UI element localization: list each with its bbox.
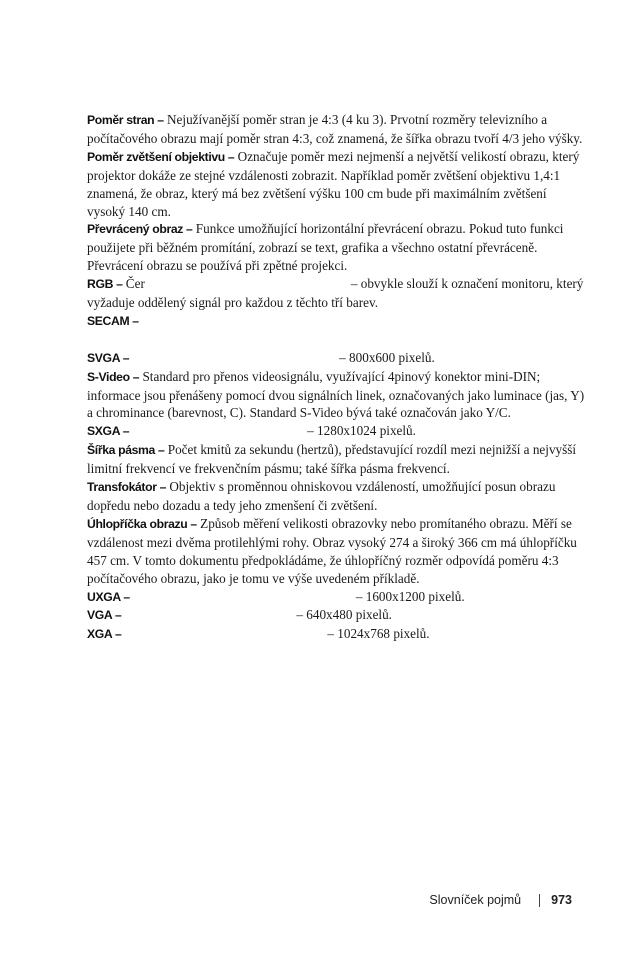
blank-line [87,331,587,349]
glossary-definition: Nejužívanější poměr stran je 4:3 (4 ku 3). Prvotní rozměry televizního a počítačového obrazu mají poměr stran 4:3, což znamená, že šířka obrazu tvoří 4/3 jeho výšky. [87,112,583,146]
glossary-definition: Standard pro přenos videosignálu, využívající 4pinový konektor mini-DIN; informace jsou přenášeny pomocí dvou signálních linek, označovaných jako luminace (jas, Y) a chrominance (barevnost, C). Standard S-Video bývá také označován jako Y/C. [87,368,585,421]
glossary-term: VGA – [87,608,122,623]
glossary-definition: Způsob měření velikosti obrazovky nebo promítaného obrazu. Měří se vzdálenost mezi dvěma protilehlými rohy. Obraz vysoký 274 a široký 366 cm má úhlopříčku 457 cm. V tomto dokumentu předpokládáme, že úhlopříčný rozměr odpovídá poměru 4:3 počítačového obrazu, jako je tomu ve výše uvedeném příkladě. [87,515,577,586]
glossary-definition: Funkce umožňující horizontální převrácení obrazu. Pokud tuto funkci použijete při běžném promítání, zobrazí se text, grafika a všechno ostatní převráceně. Převrácení obrazu se používá při zpětné projekci. [87,221,564,274]
glossary-entry-svga [87,349,587,368]
glossary-entry-prevraceny-obraz [87,220,587,275]
glossary-entry-secam [87,312,587,331]
glossary-entry-vga [87,606,587,625]
glossary-definition: – 800x600 pixelů. [339,349,435,365]
glossary-definition-start: Čer [125,276,145,292]
glossary-term: Převrácený obraz – [87,222,193,237]
footer-section-title: Slovníček pojmů [429,893,522,907]
glossary-definition: Počet kmitů za sekundu (hertzů), představující rozdíl mezi nejnižší a nejvyšší limitní frekvencí ve frekvenčním pásmu; také šířka pásma frekvencí. [87,442,577,477]
glossary-term: UXGA – [87,589,130,604]
glossary-term: SXGA – [87,424,130,439]
glossary-definition-end: – obvykle slouží k označení monitoru, který vyžaduje oddělený signál pro každou z těchto tří barev. [87,276,584,311]
glossary-entry-uhlopricka [87,515,587,588]
glossary-term: Poměr stran – [87,113,164,127]
glossary-definition: Objektiv s proměnnou ohniskovou vzdáleností, umožňující posun obrazu dopředu nebo dozadu a tedy jeho zmenšení či zvětšení. [87,479,556,514]
glossary-definition: – 1600x1200 pixelů. [355,588,465,604]
glossary-term: Transfokátor – [87,480,167,495]
glossary-entry-uxga [87,588,587,607]
footer-divider [539,894,540,907]
glossary-page [87,111,587,644]
glossary-term: SVGA – [87,350,130,365]
glossary-term: SECAM – [87,313,139,328]
glossary-definition: – 1024x768 pixelů. [327,626,430,642]
glossary-entry-xga [87,625,587,644]
glossary-term: Šířka pásma – [87,443,165,458]
glossary-entry-pomer-stran [87,111,587,148]
glossary-term: XGA – [87,627,122,642]
glossary-term: Poměr zvětšení objektivu – [87,149,235,164]
glossary-definition: – 640x480 pixelů. [296,607,392,623]
glossary-entry-sirka-pasma [87,441,587,478]
glossary-term: S-Video – [87,369,140,384]
glossary-entry-rgb [87,275,587,312]
glossary-term: RGB – [87,277,123,292]
glossary-definition: Označuje poměr mezi nejmenší a největší velikostí obrazu, který projektor dokáže ze stejné vzdálenosti zobrazit. Například poměr zvětšení objektivu 1,4:1 znamená, že obraz, který má bez zvětšení výšku 100 cm bude při maximálním zvětšení vysoký 140 cm. [87,148,580,219]
glossary-term: Úhlopříčka obrazu – [87,516,197,531]
glossary-entry-pomer-zvetseni [87,148,587,221]
page-footer [429,893,572,907]
glossary-entry-transfokator [87,478,587,515]
glossary-entry-sxga [87,422,587,441]
glossary-entry-s-video [87,368,587,423]
glossary-definition: – 1280x1024 pixelů. [307,423,416,439]
page-number: 973 [551,893,572,907]
